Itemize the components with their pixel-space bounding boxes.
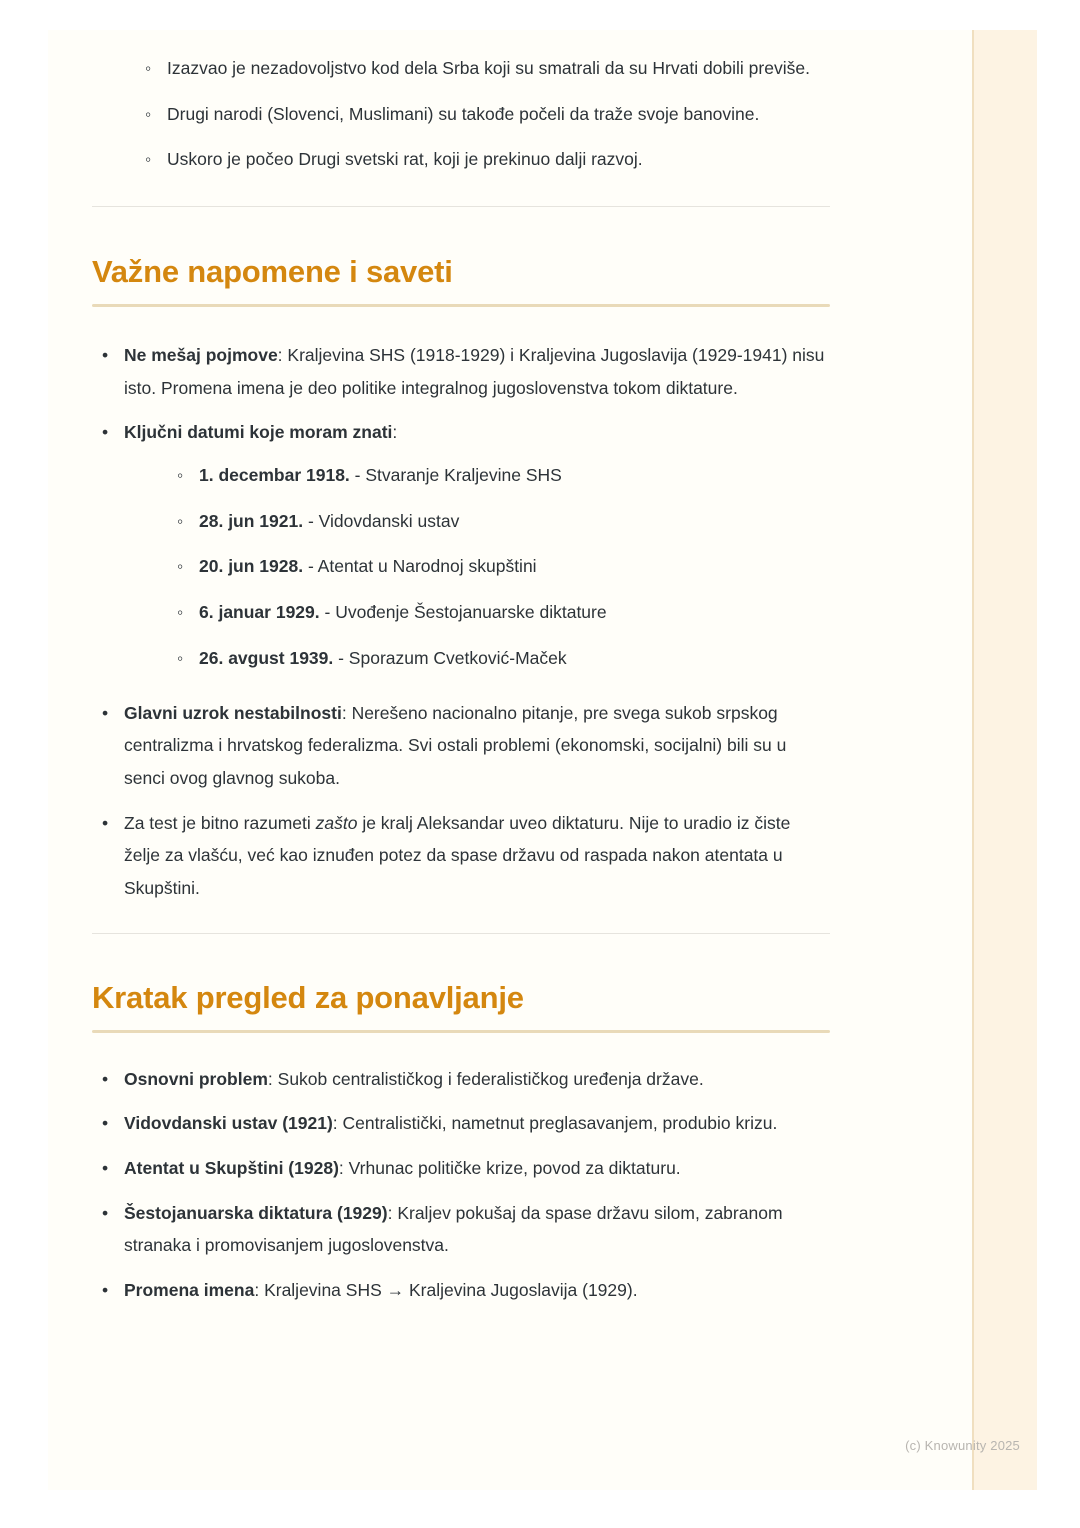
heading-underline-rule (92, 1030, 830, 1033)
list-item (92, 807, 830, 905)
list-item (167, 596, 830, 629)
list-item (92, 339, 830, 404)
list-item (92, 1152, 830, 1185)
list-item-separator: : (254, 1280, 265, 1301)
disc-bullet-icon: • (102, 1068, 109, 1089)
section-divider (92, 206, 830, 207)
date-description: - Uvođenje Šestojanuarske diktature (319, 602, 607, 623)
date-label: 6. januar 1929. (199, 602, 320, 623)
list-item-lead: Vidovdanski ustav (1921) (124, 1113, 333, 1134)
list-item (92, 1197, 830, 1262)
key-dates-list (167, 459, 830, 675)
list-item (167, 550, 830, 583)
disc-bullet-icon: • (102, 1280, 109, 1301)
disc-bullet-icon: • (102, 422, 109, 443)
date-description: - Stvaranje Kraljevine SHS (349, 464, 562, 485)
date-description: - Atentat u Narodnoj skupštini (303, 556, 537, 577)
list-item-text-pre: Za test je bitno razumeti (124, 812, 316, 833)
disc-bullet-icon: • (102, 1202, 109, 1223)
heading-underline-rule (92, 304, 830, 307)
document-content (92, 30, 830, 1319)
page-title-review: Kratak pregled za ponavljanje (92, 979, 524, 1015)
tips-list (92, 339, 830, 905)
date-label: 26. avgust 1939. (199, 647, 334, 668)
section-divider (92, 933, 830, 934)
copyright-watermark: (c) Knowunity 2025 (905, 1438, 1020, 1453)
list-item-separator: : (341, 702, 352, 723)
list-item-lead: Osnovni problem (124, 1068, 268, 1089)
list-item-lead: Glavni uzrok nestabilnosti (124, 702, 342, 723)
list-item-text: Drugi narodi (Slovenci, Muslimani) su takođe počeli da traže svoje banovine. (167, 103, 760, 124)
page-edge-strip (972, 30, 1037, 1490)
review-list (92, 1063, 830, 1307)
list-item-lead: Promena imena (124, 1280, 255, 1301)
list-item-separator: : (392, 422, 398, 443)
list-item-text-post: je kralj Aleksandar uveo diktaturu. Nije to uradio iz čiste želje za vlašću, već kao iznuđen potez da spase državu od raspada nakon atentata u Skupštini. (124, 812, 791, 899)
circle-bullet-icon: ◦ (177, 602, 184, 623)
circle-bullet-icon: ◦ (177, 510, 184, 531)
list-item (92, 416, 830, 674)
list-item-lead: Atentat u Skupštini (1928) (124, 1157, 339, 1178)
list-item-lead: Ključni datumi koje moram znati (124, 422, 393, 443)
disc-bullet-icon: • (102, 344, 109, 365)
list-item-separator: : (387, 1202, 398, 1223)
circle-bullet-icon: ◦ (177, 556, 184, 577)
list-item-text: Sukob centralističkog i federalističkog uređenja države. (277, 1068, 704, 1089)
circle-bullet-icon: ◦ (177, 647, 184, 668)
list-item (135, 98, 830, 131)
list-item (167, 459, 830, 492)
list-item-text: Kraljev pokušaj da spase državu silom, zabranom stranaka i promovisanjem jugoslovenstva. (124, 1202, 783, 1256)
list-item (92, 1107, 830, 1140)
list-item (167, 642, 830, 675)
list-item-text: Uskoro je počeo Drugi svetski rat, koji je prekinuo dalji razvoj. (167, 149, 643, 170)
list-item (92, 1063, 830, 1096)
list-item-text: Kraljevina SHS (1918-1929) i Kraljevina Jugoslavija (1929-1941) nisu isto. Promena imena je deo politike integralnog jugoslovenstva tokom diktature. (124, 344, 825, 398)
circle-bullet-icon: ◦ (145, 58, 152, 78)
circle-bullet-icon: ◦ (145, 149, 152, 170)
list-item-lead: Šestojanuarska diktatura (1929) (124, 1202, 388, 1223)
disc-bullet-icon: • (102, 702, 109, 723)
list-item (135, 143, 830, 176)
list-item-text: Centralistički, nametnut preglasavanjem, produbio krizu. (342, 1113, 778, 1134)
emphasis-text: zašto (315, 812, 358, 833)
list-item-separator: : (277, 344, 288, 365)
list-item-lead: Ne mešaj pojmove (124, 344, 278, 365)
date-description: - Sporazum Cvetković-Maček (333, 647, 567, 668)
date-label: 28. jun 1921. (199, 510, 304, 531)
list-item-separator: : (332, 1113, 343, 1134)
circle-bullet-icon: ◦ (177, 464, 184, 485)
disc-bullet-icon: • (102, 1157, 109, 1178)
disc-bullet-icon: • (102, 1113, 109, 1134)
continued-sublist (135, 52, 830, 176)
page-title-tips: Važne napomene i saveti (92, 254, 453, 290)
list-item (92, 697, 830, 795)
list-item (92, 1274, 830, 1307)
list-item (135, 52, 830, 85)
date-label: 1. decembar 1918. (199, 464, 350, 485)
list-item-text: Vrhunac političke krize, povod za diktaturu. (348, 1157, 681, 1178)
list-item-text: Izazvao je nezadovoljstvo kod dela Srba koji su smatrali da su Hrvati dobili previše. (167, 58, 810, 78)
list-item-separator: : (267, 1068, 278, 1089)
list-item-separator: : (338, 1157, 349, 1178)
circle-bullet-icon: ◦ (145, 103, 152, 124)
date-label: 20. jun 1928. (199, 556, 304, 577)
disc-bullet-icon: • (102, 812, 109, 833)
list-item-text: Kraljevina SHS → Kraljevina Jugoslavija (1929). (264, 1280, 638, 1301)
list-item (167, 505, 830, 538)
date-description: - Vidovdanski ustav (303, 510, 460, 531)
list-item-text: Nerešeno nacionalno pitanje, pre svega sukob srpskog centralizma i hrvatskog federalizma. Svi ostali problemi (ekonomski, socijalni) bili su u senci ovog glavnog sukoba. (124, 702, 787, 788)
